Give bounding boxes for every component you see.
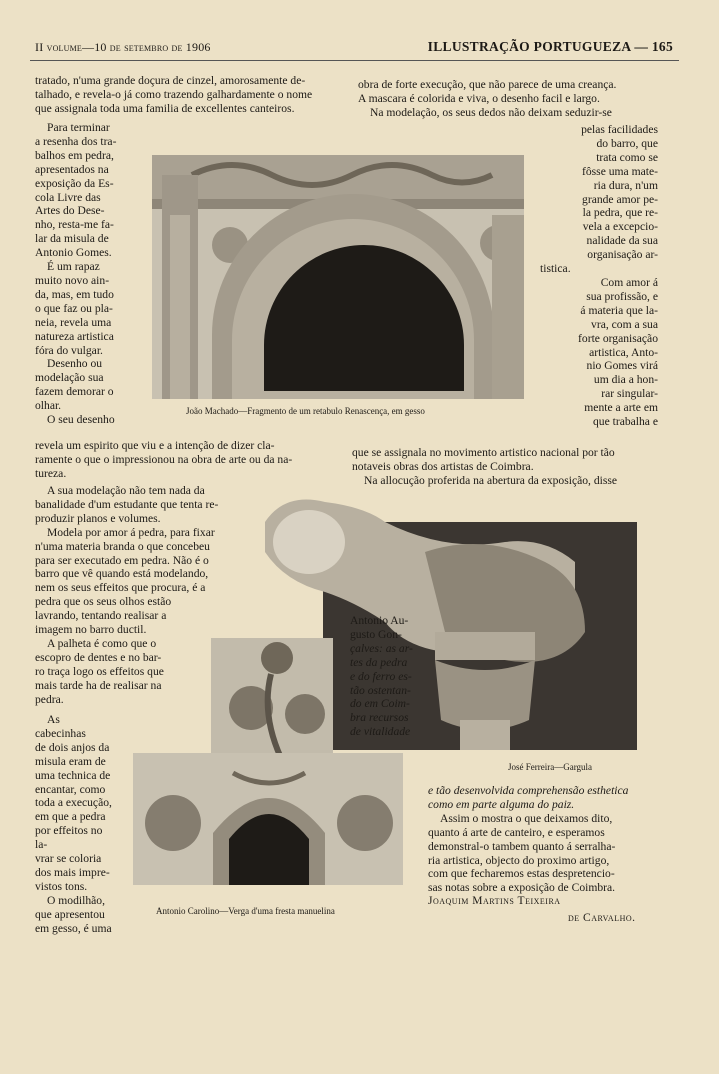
text-right-narrow: pelas facilidades do barro, que trata como se fôsse uma mate- ria dura, n'um grande amor pe- la pedra, que re- vela a excepcio- nalidade da sua organisação ar- tistica. Com amor á sua profissão, e á materia que la- vra, com a sua forte organisação artistica, Anto- nio Gomes virá um dia a hon- rar singular- mente a arte em que trabalha e bbox=[540, 123, 658, 429]
text-mid-right: que se assignala no movimento artistico nacional por tão notaveis obras dos artistas de Coimbra. Na allocução proferida na abertura da exposição, disse bbox=[352, 446, 618, 487]
photo-stone-upper bbox=[211, 638, 333, 758]
text-left-narrow: Para terminar a resenha dos tra- balhos em pedra, apresentados na exposição da Es- cola Livre das Artes do Dese- nho, resta-me fa- lar da misula de Antonio Gomes. É um rapaz muito novo ain- da, mas, em tudo o que faz ou pla- neia, revela uma natureza artistica fóra do vulgar. Desenho ou modelação sua fazem demorar o olhar. O seu desenho bbox=[35, 121, 117, 427]
author-signature-line2: de Carvalho. bbox=[568, 912, 636, 924]
caption-fig2: José Ferreira—Gargula bbox=[508, 762, 593, 772]
photo-stone-lintel bbox=[133, 753, 403, 885]
page-header-title: ILLUSTRAÇÃO PORTUGUEZA — 165 bbox=[427, 39, 673, 54]
photo-arch-retabulo bbox=[152, 155, 524, 399]
text-right-top: obra de forte execução, que não parece de uma creança. A mascara é colorida e viva, o desenho facil e largo. Na modelação, os seus dedos não deixam seduzir-se bbox=[358, 78, 617, 119]
text-left-block3: As cabecinhas de dois anjos da misula eram de uma technica de encantar, como toda a execução, em que a pedra por effeitos no la- vrar se coloria dos mais impre- vistos tons. O modilhão, que apresentou em gesso, é uma bbox=[35, 713, 112, 935]
page-header-date: II volume—10 de setembro de 1906 bbox=[35, 40, 211, 54]
text-mid-left: revela um espirito que viu e a intenção de dizer cla- ramente o que o impressionou na obra de arte ou da na- tureza. bbox=[35, 439, 293, 480]
text-right-bottom: e tão desenvolvida comprehensão esthetica como em parte alguma do paiz. Assim o mostra o que deixamos dito, quanto á arte de canteiro, e esperamos demonstral-o tambem quanto á serralha- ria artistica, objecto do proximo artigo, com que fecharemos estas despretencio- sas notas sobre a exposição de Coimbra. bbox=[428, 784, 629, 895]
caption-fig1: João Machado—Fragmento de um retabulo Renascença, em gesso bbox=[186, 406, 425, 416]
text-left-top: tratado, n'uma grande doçura de cinzel, amorosamente de- talhado, e revela-o já como trazendo galhardamente o nome que assignala toda uma familia de excellentes canteiros. bbox=[35, 74, 313, 115]
text-quote-gonçalves: Antonio Au- gusto Gon- çalves: as ar- tes da pedra e do ferro es- tão ostentan- do em Coim- bra recursos de vitalidade bbox=[350, 614, 413, 739]
author-signature-line1: Joaquim Martins Teixeira bbox=[428, 895, 561, 907]
text-left-block2: A sua modelação não tem nada da banalidade d'um estudante que tenta re- produzir planos e volumes. Modela por amor á pedra, para fixar n'uma materia branda o que concebeu para ser executado em pedra. Não é o barro que vê quando está modelando, nem os seus effeitos que procura, é a pedra que os seus olhos estão lavrando, tentando realisar a imagem no barro ductil. A palheta é como que o escopro de dentes e no bar- ro traça logo os effeitos que mais tarde ha de realisar na pedra. bbox=[35, 484, 219, 706]
caption-fig3: Antonio Carolino—Verga d'uma fresta manuelina bbox=[156, 906, 335, 916]
header-rule bbox=[30, 60, 679, 61]
